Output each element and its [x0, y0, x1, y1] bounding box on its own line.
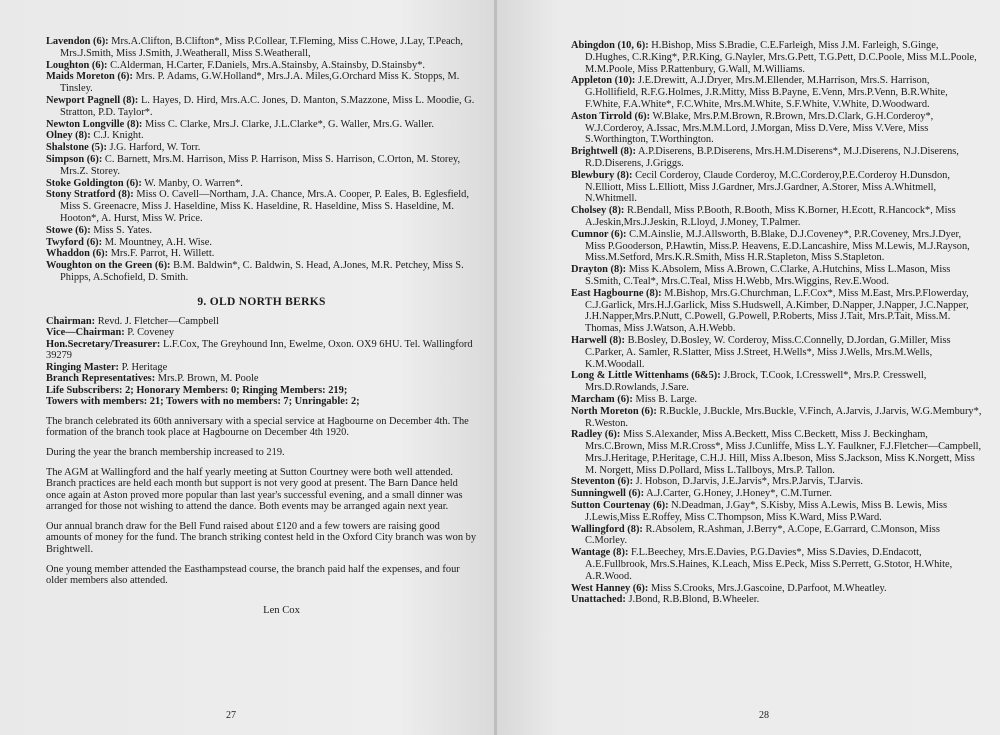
tower-entry — [571, 594, 982, 606]
tower-name: Aston Tirrold (6): — [571, 110, 651, 122]
member-list: J.Brock, T.Cook, I.Cresswell*, Mrs.P. Cresswell, Mrs.D.Rowlands, J.Sare. — [585, 370, 927, 394]
tower-entry — [571, 394, 982, 406]
member-list: J.G. Harford, W. Torr. — [109, 142, 201, 154]
tower-name: Drayton (8): — [571, 264, 627, 276]
member-list: W. Manby, O. Warren*. — [144, 177, 243, 189]
member-list: A.P.Diserens, B.P.Diserens, Mrs.H.M.Diserens*, M.J.Diserens, N.J.Diserens, R.D.Diserens, J.Griggs. — [585, 146, 959, 169]
tower-entry — [571, 370, 982, 394]
tower-entry — [46, 71, 477, 95]
tower-entry — [46, 95, 477, 119]
tower-entry — [571, 229, 982, 264]
member-list: Miss S. Yates. — [93, 224, 152, 236]
stats-line-1: Life Subscribers: 2; Honorary Members: 0; Ringing Members: 219; — [46, 384, 348, 396]
officer-name: Mrs.P. Brown, M. Poole — [157, 373, 259, 385]
officer-line — [46, 339, 477, 362]
tower-entry — [571, 583, 982, 595]
tower-name: Radley (6): — [571, 429, 621, 441]
right-tower-list — [571, 40, 982, 606]
member-list: Miss S.Crooks, Mrs.J.Gascoine, D.Parfoot, M.Wheatley. — [650, 582, 887, 594]
officer-name: P. Heritage — [121, 361, 168, 373]
tower-entry — [571, 288, 982, 335]
member-list: M. Mountney, A.H. Wise. — [104, 236, 212, 248]
officer-line — [46, 362, 477, 374]
member-list: Miss B. Large. — [635, 393, 698, 405]
tower-name: Newton Longville (8): — [46, 118, 143, 130]
tower-name: Wallingford (8): — [571, 523, 643, 535]
member-list: Mrs.A.Clifton, B.Clifton*, Miss P.Collear, T.Fleming, Miss C.Howe, J.Lay, T.Peach, Mrs.J.Smith, Miss J.Smith, J.Weatherall, Miss S.Weatherall, — [60, 36, 463, 59]
tower-entry — [571, 146, 982, 170]
tower-entry — [571, 476, 982, 488]
member-list: Miss O. Cavell—Northam, J.A. Chance, Mrs.A. Cooper, P. Eales, B. Eglesfield, Miss S. Greenacre, Miss J. Haseldine, Miss K. Haseldine, R. Haseldine, Miss S. Haseldine, M. Hooton*, A. Hurst, Miss W. Price. — [60, 189, 469, 224]
tower-entry — [571, 40, 982, 75]
branch-officers — [46, 316, 477, 385]
officer-line — [46, 316, 477, 328]
member-list: R.Buckle, J.Buckle, Mrs.Buckle, V.Finch, A.Jarvis, J.Jarvis, W.G.Membury*, R.Weston. — [585, 405, 982, 429]
member-list: Mrs.F. Parrot, H. Willett. — [110, 248, 215, 260]
tower-entry — [46, 260, 477, 284]
tower-name: Whaddon (6): — [46, 248, 109, 260]
officer-line — [46, 327, 477, 339]
member-list: Miss K.Absolem, Miss A.Brown, C.Clarke, A.Hutchins, Miss L.Mason, Miss S.Smith, C.Teal*, Mrs.C.Teal, Miss H.Webb, Mrs.Wiggins, Rev.E.Wood. — [585, 264, 951, 287]
branch-report — [46, 416, 477, 587]
member-list: A.J.Carter, G.Honey, J.Honey*, C.M.Turner. — [646, 488, 832, 500]
tower-entry — [571, 429, 982, 476]
tower-entry — [46, 248, 477, 260]
tower-entry — [46, 154, 477, 178]
officer-role: Ringing Master: — [46, 361, 120, 373]
tower-name: Sutton Courtenay (6): — [571, 500, 669, 512]
officer-role: Branch Representatives: — [46, 373, 156, 385]
tower-name: Stowe (6): — [46, 224, 91, 236]
tower-name: North Moreton (6): — [571, 405, 657, 417]
tower-name: Twyford (6): — [46, 236, 103, 248]
tower-name: Stony Stratford (8): — [46, 189, 134, 201]
report-paragraph: The branch celebrated its 60th anniversary with a special service at Hagbourne on December 4th. The formation of the branch took place at Hagbourne on December 4th 1920. — [46, 415, 469, 439]
member-list: C.Alderman, H.Carter, F.Daniels, Mrs.A.Stainsby, A.Stainsby, D.Stainsby*. — [110, 59, 425, 71]
tower-entry — [571, 170, 982, 205]
report-paragraph: One young member attended the Easthampstead course, the branch paid half the expenses, and four older members also attended. — [46, 563, 460, 587]
tower-name: Blewbury (8): — [571, 169, 633, 181]
right-page — [497, 0, 1000, 735]
tower-name: East Hagbourne (8): — [571, 287, 662, 299]
officer-name: P. Coveney — [127, 327, 175, 339]
tower-entry — [46, 119, 477, 131]
tower-name: Appleton (10): — [571, 75, 636, 87]
officer-name: Revd. J. Fletcher—Campbell — [97, 315, 219, 327]
tower-name: West Hanney (6): — [571, 582, 649, 594]
member-list: R.Bendall, Miss P.Booth, R.Booth, Miss K.Borner, H.Ecott, R.Hancock*, Miss A.Jeskin,Mrs.J.Jeskin, R.Lloyd, J.Money, T.Palmer. — [585, 205, 956, 228]
section-title: 9. OLD NORTH BERKS — [197, 295, 326, 308]
member-list: J.Bond, R.B.Blond, B.Wheeler. — [628, 594, 760, 606]
tower-entry — [571, 205, 982, 229]
tower-entry — [46, 189, 477, 224]
tower-entry — [571, 406, 982, 430]
member-list: H.Bishop, Miss S.Bradie, C.E.Farleigh, Miss J.M. Farleigh, S.Ginge, D.Hughes, C.R.King*, P.R.King, G.Nayler, Mrs.G.Pett, T.G.Pett, D.C.Poole, Miss M.L.Poole, M.M.Poole, Miss P.Rattenbury, G.Wall, M.Williams. — [585, 40, 977, 75]
officer-role: Chairman: — [46, 315, 96, 327]
left-page — [0, 0, 497, 735]
member-list: B.M. Baldwin*, C. Baldwin, S. Head, A.Jones, M.R. Petchey, Miss S. Phipps, A.Schofield, D. Smith. — [60, 260, 464, 283]
tower-name: Harwell (8): — [571, 334, 625, 346]
tower-name: Loughton (6): — [46, 59, 108, 71]
tower-entry — [571, 488, 982, 500]
member-list: N.Deadman, J.Gay*, S.Kisby, Miss A.Lewis, Miss B. Lewis, Miss J.Lewis,Miss E.Roffey, Miss C.Thompson, Miss K.Ward, Miss P.Ward. — [585, 500, 948, 523]
member-list: R.Absolem, R.Ashman, J.Berry*, A.Cope, E.Garrard, C.Monson, Miss C.Morley. — [585, 523, 940, 547]
officer-name: L.F.Cox, The Greyhound Inn, Ewelme, Oxon. OX9 6HU. Tel. Wallingford 39279 — [46, 338, 473, 362]
tower-entry — [46, 178, 477, 190]
member-list: L. Hayes, D. Hird, Mrs.A.C. Jones, D. Manton, S.Mazzone, Miss L. Moodie, G. Stratton, P.D. Taylor*. — [60, 94, 475, 118]
tower-name: Long & Little Wittenhams (6&5): — [571, 370, 721, 382]
tower-entry — [46, 130, 477, 142]
tower-name: Marcham (6): — [571, 393, 633, 405]
page-number-left: 27 — [226, 710, 236, 721]
tower-entry — [571, 111, 982, 146]
member-list: C. Barnett, Mrs.M. Harrison, Miss P. Harrison, Miss S. Harrison, C.Orton, M. Storey, Mrs.Z. Storey. — [60, 153, 461, 177]
member-list: J. Hobson, D.Jarvis, J.E.Jarvis*, Mrs.P.Jarvis, T.Jarvis. — [635, 476, 864, 488]
tower-name: Stoke Goldington (6): — [46, 177, 142, 189]
tower-name: Abingdon (10, 6): — [571, 40, 649, 51]
member-list: Miss C. Clarke, Mrs.J. Clarke, J.L.Clarke*, G. Waller, Mrs.G. Waller. — [145, 118, 435, 130]
member-list: C.M.Ainslie, M.J.Allsworth, B.Blake, D.J.Coveney*, P.R.Coveney, Mrs.J.Dyer, Miss P.Gooderson, P.Hawtin, Miss.P. Heavens, E.D.Lancashire, Miss M.Lewis, M.J.Rayson, Miss.M.Setford, Mrs.K.R.Smith, Miss H.R.Stapleton, Miss S.Stapleton. — [585, 228, 970, 264]
officer-role: Hon.Secretary/Treasurer: — [46, 338, 161, 350]
tower-name: Unattached: — [571, 594, 626, 606]
member-list: M.Bishop, Mrs.G.Churchman, L.F.Cox*, Miss M.East, Mrs.P.Flowerday, C.J.Garlick, Mrs.H.J.Garlick, Miss S.Hudswell, A.Kimber, D.Napper, J.Napper, J.C.Napper, J.H.Napper,Mrs.P.Nutt, C.Powell, G.Powell, P.Roberts, Miss J.Tait, Mrs.P.Tait, Miss.M. Thomas, Miss J.Watson, A.H.Webb. — [585, 287, 969, 335]
report-paragraph: During the year the branch membership increased to 219. — [46, 446, 285, 458]
member-list: F.L.Beechey, Mrs.E.Davies, P.G.Davies*, Miss S.Davies, D.Endacott, A.E.Fullbrook, Mrs.S.Haines, K.Leach, Miss E.Peck, Miss S.Perrett, G.Stotor, H.White, A.R.Wood. — [585, 547, 953, 582]
tower-entry — [571, 264, 982, 288]
signoff: Len Cox — [263, 604, 300, 616]
member-list: Mrs. P. Adams, G.W.Holland*, Mrs.J.A. Miles,G.Orchard Miss K. Stopps, M. Tinsley. — [60, 71, 460, 95]
report-paragraph: The AGM at Wallingford and the half yearly meeting at Sutton Courtney were both well attended. Branch practices are held each month but support is not very good at present. The Barn Dance held once again at Aston proved more popular than last year's successful evening, and a small dinner was arranged for those not wishing to attend the dance. Both events may be arranged again next year. — [46, 466, 463, 513]
tower-name: Shalstone (5): — [46, 142, 107, 154]
tower-name: Woughton on the Green (6): — [46, 260, 171, 272]
tower-entry — [46, 142, 477, 154]
tower-entry — [571, 75, 982, 110]
tower-entry — [46, 225, 477, 237]
tower-entry — [571, 524, 982, 548]
officer-role: Vice—Chairman: — [46, 327, 125, 339]
tower-name: Simpson (6): — [46, 153, 103, 165]
officer-line — [46, 373, 477, 385]
left-tower-list — [46, 36, 477, 284]
tower-name: Brightwell (8): — [571, 146, 636, 158]
member-list: B.Bosley, D.Bosley, W. Corderoy, Miss.C.Connelly, D.Jordan, G.Miller, Miss C.Parker, A. Samler, R.Slatter, Miss J.Street, H.Wells*, Miss J.Wells, Mrs.M.Wells, K.M.Woodall. — [585, 334, 951, 370]
member-list: Miss S.Alexander, Miss A.Beckett, Miss C.Beckett, Miss J. Beckingham, Mrs.C.Brown, Miss M.R.Cross*, Miss J.Cunliffe, Miss L.Y. Faulkner, F.J.Fletcher—Campbell, Mrs.J.Heritage, P.Heritage, C.H.J. Hill, Miss A.Ibeson, Miss S.Jackson, Miss K.Norgett, Miss M. Norgett, Miss D.Pollard, Miss L.Tallboys, Mrs.P. Tallon. — [585, 429, 982, 476]
tower-name: Lavendon (6): — [46, 36, 109, 47]
tower-entry — [571, 335, 982, 370]
tower-name: Steventon (6): — [571, 476, 634, 488]
tower-entry — [571, 500, 982, 524]
tower-entry — [46, 36, 477, 60]
tower-entry — [571, 547, 982, 582]
tower-name: Maids Moreton (6): — [46, 71, 133, 83]
tower-name: Wantage (8): — [571, 547, 629, 559]
member-list: W.Blake, Mrs.P.M.Brown, R.Brown, Mrs.D.Clark, G.H.Corderoy*, W.J.Corderoy, A.Issac, Mrs.M.M.Lord, J.Morgan, Miss D.Vere, Miss V.Vere, Miss S.Worthington, T.Worthington. — [585, 110, 934, 146]
tower-name: Sunningwell (6): — [571, 488, 645, 500]
tower-entry — [46, 60, 477, 72]
tower-name: Newport Pagnell (8): — [46, 94, 139, 106]
tower-entry — [46, 237, 477, 249]
tower-name: Cumnor (6): — [571, 228, 627, 240]
page-number-right: 28 — [759, 710, 769, 721]
member-list: Cecil Corderoy, Claude Corderoy, M.C.Corderoy,P.E.Corderoy H.Dunsdon, N.Elliott, Miss L.Elliott, Miss J.Gardner, Mrs.J.Gardner, A.Storer, Miss A.Whitmell, N.Whitmell. — [585, 169, 950, 205]
tower-name: Cholsey (8): — [571, 205, 625, 217]
member-list: J.E.Drewitt, A.J.Dryer, Mrs.M.Ellender, M.Harrison, Mrs.S. Harrison, G.Hollifield, R.F.G.Holmes, J.R.Mitty, Miss B.Payne, E.Venn, Mrs.P.Venn, B.R.White, F.White, F.A.White*, F.C.White, Mrs.M.White, S.F.White, V.White, D.Woodward. — [585, 75, 948, 110]
tower-name: Olney (8): — [46, 130, 91, 142]
member-list: C.J. Knight. — [93, 130, 144, 142]
stats-line-2: Towers with members: 21; Towers with no members: 7; Unringable: 2; — [46, 396, 360, 408]
report-paragraph: Our annual branch draw for the Bell Fund raised about £120 and a few towers are raising good amounts of money for the fund. The branch striking contest held in the Oxford City branch was won by Brightwell. — [46, 520, 477, 556]
